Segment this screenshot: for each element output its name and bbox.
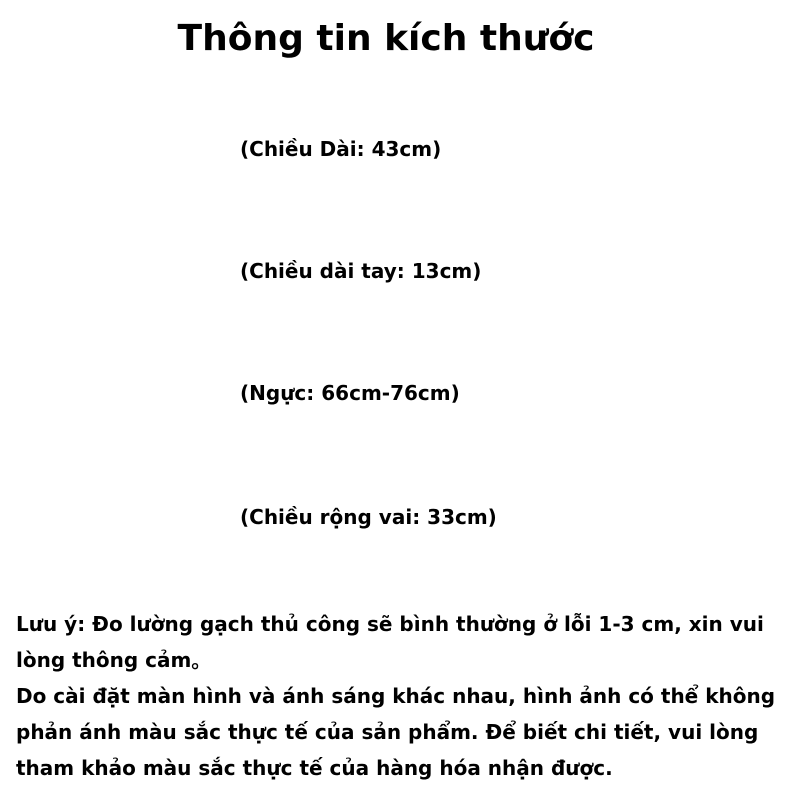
- measurement-note: Lưu ý: Đo lường gạch thủ công sẽ bình thường ở lỗi 1-3 cm, xin vui lòng thông cảm。: [16, 612, 764, 672]
- page-title: Thông tin kích thước: [177, 18, 595, 59]
- color-disclaimer-note: Do cài đặt màn hình và ánh sáng khác nhau, hình ảnh có thể không phản ánh màu sắc thực tế của sản phẩm. Để biết chi tiết, vui lòng tham khảo màu sắc thực tế của hàng hóa nhận được.: [16, 684, 776, 780]
- spec-length: (Chiều Dài: 43cm): [240, 137, 442, 161]
- spec-shoulder-width: (Chiều rộng vai: 33cm): [240, 505, 497, 529]
- spec-chest: (Ngực: 66cm-76cm): [240, 381, 460, 405]
- spec-sleeve-length: (Chiều dài tay: 13cm): [240, 259, 482, 283]
- notes-block: [16, 606, 791, 786]
